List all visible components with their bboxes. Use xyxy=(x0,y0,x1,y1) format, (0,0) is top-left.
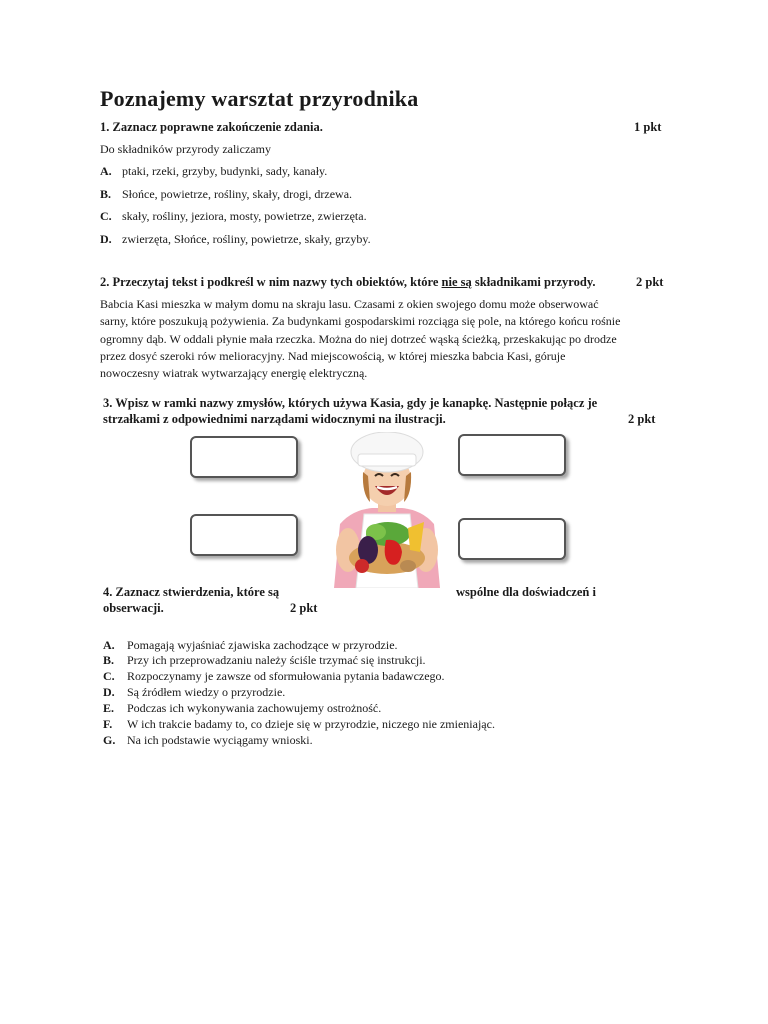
option-text: Pomagają wyjaśniać zjawiska zachodzące w przyrodzie. xyxy=(127,638,398,652)
option-letter: D. xyxy=(100,232,112,246)
option-text: Przy ich przeprowadzaniu należy ściśle trzymać się instrukcji. xyxy=(127,653,426,667)
option-text: ptaki, rzeki, grzyby, budynki, sady, kanały. xyxy=(122,164,328,178)
option-text: skały, rośliny, jeziora, mosty, powietrze, zwierzęta. xyxy=(122,209,367,223)
q4-option-b[interactable] xyxy=(103,653,426,668)
q2-text-line: sarny, które poszukują pożywienia. Za budynkami gospodarskimi rozciąga się pole, na którego końcu rośnie xyxy=(100,314,621,329)
q1-option-d[interactable] xyxy=(100,232,371,247)
option-text: zwierzęta, Słońce, rośliny, powietrze, skały, grzyby. xyxy=(122,232,371,246)
q1-option-a[interactable] xyxy=(100,164,327,179)
q1-points: 1 pkt xyxy=(634,120,662,134)
q4-points: 2 pkt xyxy=(290,601,318,615)
q2-heading xyxy=(100,275,596,290)
option-letter: F. xyxy=(103,717,113,731)
q4-option-c[interactable] xyxy=(103,669,445,684)
sense-answer-box-bottom-left[interactable] xyxy=(190,514,298,556)
q4-option-a[interactable] xyxy=(103,638,398,653)
q1-option-b[interactable] xyxy=(100,187,352,202)
q1-intro: Do składników przyrody zaliczamy xyxy=(100,142,271,156)
sense-answer-box-top-left[interactable] xyxy=(190,436,298,478)
q2-heading-after: składnikami przyrody. xyxy=(471,275,596,289)
option-text: Na ich podstawie wyciągamy wnioski. xyxy=(127,733,313,747)
option-letter: E. xyxy=(103,701,115,715)
girl-with-vegetables-illustration xyxy=(328,432,446,588)
q4-heading-line2: obserwacji. xyxy=(103,601,164,615)
q1-heading: 1. Zaznacz poprawne zakończenie zdania. xyxy=(100,120,323,134)
q2-heading-before: 2. Przeczytaj tekst i podkreśl w nim nazwy tych obiektów, które xyxy=(100,275,442,289)
option-letter: A. xyxy=(100,164,112,178)
sense-answer-box-bottom-right[interactable] xyxy=(458,518,566,560)
page-title: Poznajemy warsztat przyrodnika xyxy=(100,86,419,111)
q4-option-f[interactable] xyxy=(103,717,495,732)
q4-option-d[interactable] xyxy=(103,685,285,700)
q2-reading-text[interactable] xyxy=(100,296,665,382)
q2-points: 2 pkt xyxy=(636,275,664,289)
q3-points: 2 pkt xyxy=(628,412,656,426)
q2-text-line: Babcia Kasi mieszka w małym domu na skraju lasu. Czasami z okien swojego domu może obserwować xyxy=(100,297,599,311)
q3-heading-line2: strzałkami z odpowiednimi narządami widocznymi na ilustracji. xyxy=(103,412,446,426)
option-letter: C. xyxy=(103,669,115,683)
option-text: Podczas ich wykonywania zachowujemy ostrożność. xyxy=(127,701,382,715)
option-letter: A. xyxy=(103,638,115,652)
q1-option-c[interactable] xyxy=(100,209,367,224)
option-letter: G. xyxy=(103,733,116,747)
q4-option-g[interactable] xyxy=(103,733,313,748)
q2-text-line: ogromny dąb. W oddali płynie mała rzeczka. Można do niej dotrzeć wąską ścieżką, przeskakując po drodze xyxy=(100,331,617,346)
q2-heading-underlined: nie są xyxy=(441,275,472,289)
q4-heading-line1-left: 4. Zaznacz stwierdzenia, które są xyxy=(103,585,280,599)
q4-heading-line1-right: wspólne dla doświadczeń i xyxy=(456,585,596,599)
q3-heading-line1: 3. Wpisz w ramki nazwy zmysłów, których używa Kasia, gdy je kanapkę. Następnie połącz je xyxy=(103,396,598,410)
q4-option-e[interactable] xyxy=(103,701,381,716)
option-text: Rozpoczynamy je zawsze od sformułowania pytania badawczego. xyxy=(127,669,445,683)
q2-text-line: nowoczesny wiatrak wytwarzający energię elektryczną. xyxy=(100,366,368,381)
option-text: Są źródłem wiedzy o przyrodzie. xyxy=(127,685,286,699)
option-text: W ich trakcie badamy to, co dzieje się w przyrodzie, niczego nie zmieniając. xyxy=(127,717,495,731)
option-text: Słońce, powietrze, rośliny, skały, drogi, drzewa. xyxy=(122,187,353,201)
option-letter: D. xyxy=(103,685,115,699)
option-letter: B. xyxy=(100,187,112,201)
sense-answer-box-top-right[interactable] xyxy=(458,434,566,476)
option-letter: C. xyxy=(100,209,112,223)
option-letter: B. xyxy=(103,653,115,667)
q2-text-line: przez dosyć szeroki rów melioracyjny. Nad miejscowością, w której mieszka babcia Kasi, góruje xyxy=(100,348,566,363)
